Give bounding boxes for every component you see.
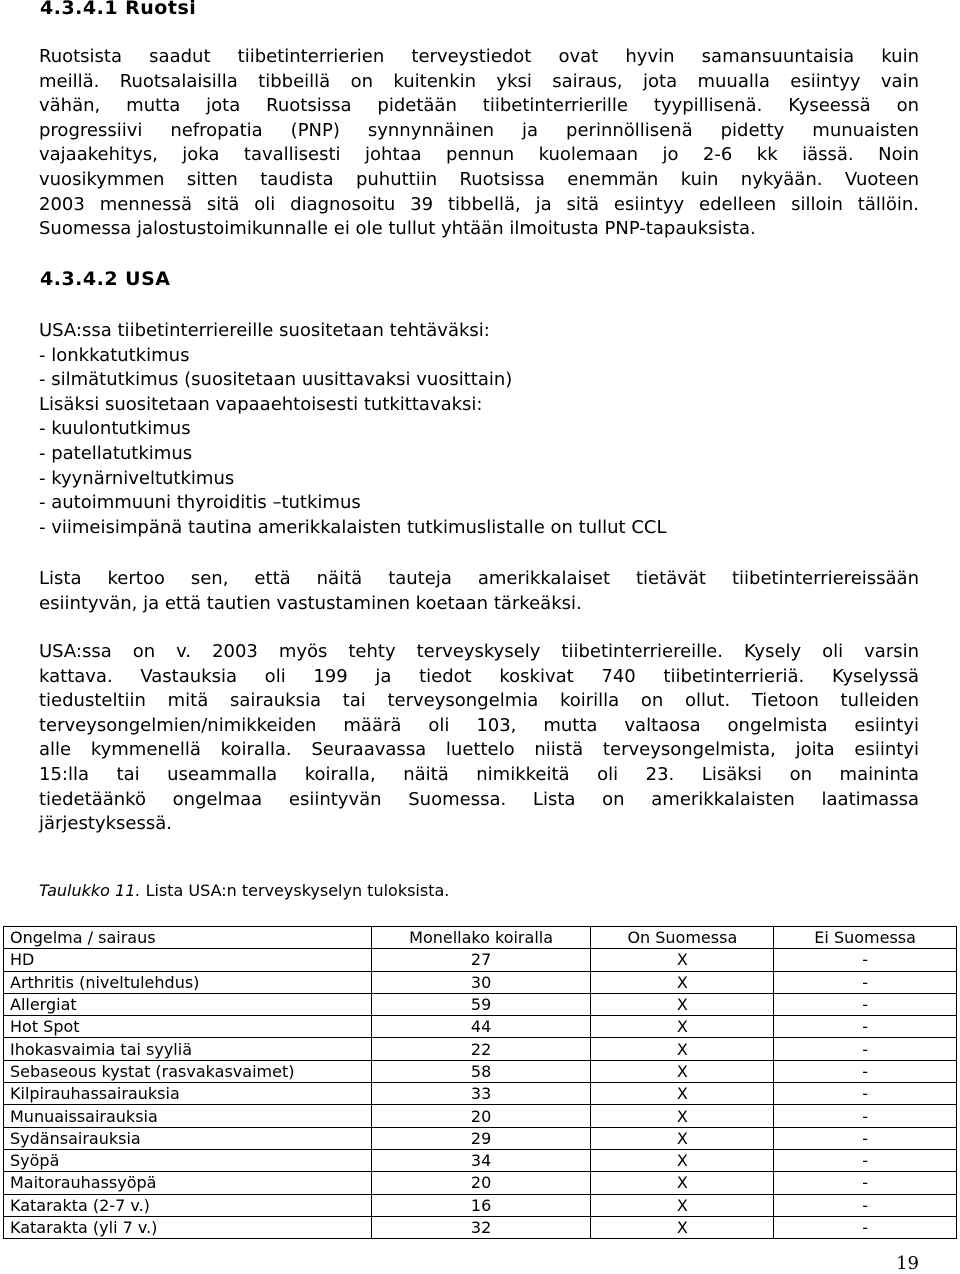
in-finland-cell: X xyxy=(591,949,774,971)
condition-cell: Sydänsairauksia xyxy=(4,1127,372,1149)
not-in-finland-cell: - xyxy=(774,1216,957,1238)
in-finland-cell: X xyxy=(591,1038,774,1060)
condition-cell: Syöpä xyxy=(4,1149,372,1171)
not-in-finland-cell: - xyxy=(774,1060,957,1082)
condition-cell: Hot Spot xyxy=(4,1016,372,1038)
table-row xyxy=(4,1172,957,1194)
not-in-finland-cell: - xyxy=(774,1038,957,1060)
not-in-finland-cell: - xyxy=(774,1127,957,1149)
not-in-finland-cell: - xyxy=(774,1172,957,1194)
in-finland-cell: X xyxy=(591,1172,774,1194)
table-row xyxy=(4,1105,957,1127)
not-in-finland-cell: - xyxy=(774,1194,957,1216)
text-line: järjestyksessä. xyxy=(39,813,172,835)
not-in-finland-cell: - xyxy=(774,1083,957,1105)
paragraph-list-meaning xyxy=(39,567,919,616)
not-in-finland-cell: - xyxy=(774,993,957,1015)
not-in-finland-cell: - xyxy=(774,1149,957,1171)
condition-cell: Arthritis (niveltulehdus) xyxy=(4,971,372,993)
in-finland-cell: X xyxy=(591,1016,774,1038)
condition-cell: Katarakta (yli 7 v.) xyxy=(4,1216,372,1238)
dog-count-cell: 34 xyxy=(371,1149,591,1171)
health-survey-table xyxy=(3,926,957,1239)
list-item: - silmätutkimus (suositetaan uusittavaksi vuosittain) xyxy=(39,369,513,391)
text-line: esiintyvän, ja että tautien vastustaminen koetaan tärkeäksi. xyxy=(39,592,582,614)
list-item: - patellatutkimus xyxy=(39,442,193,464)
dog-count-cell: 29 xyxy=(371,1127,591,1149)
table-row xyxy=(4,993,957,1015)
dog-count-cell: 58 xyxy=(371,1060,591,1082)
dog-count-cell: 44 xyxy=(371,1016,591,1038)
not-in-finland-cell: - xyxy=(774,949,957,971)
list-item: Lisäksi suositetaan vapaaehtoisesti tutkittavaksi: xyxy=(39,393,483,415)
text-line: alle kymmenellä koiralla. Seuraavassa luettelo niistä terveysongelmista, joita esiintyi xyxy=(39,739,919,761)
dog-count-cell: 59 xyxy=(371,993,591,1015)
not-in-finland-cell: - xyxy=(774,971,957,993)
dog-count-cell: 20 xyxy=(371,1105,591,1127)
dog-count-cell: 32 xyxy=(371,1216,591,1238)
table-row xyxy=(4,1216,957,1238)
table-caption-label: Taulukko 11. xyxy=(39,881,141,900)
dog-count-cell: 16 xyxy=(371,1194,591,1216)
paragraph-survey xyxy=(39,640,919,837)
text-line: Lista kertoo sen, että näitä tauteja amerikkalaiset tietävät tiibetinterriereissään xyxy=(39,568,919,589)
condition-cell: Kilpirauhassairauksia xyxy=(4,1083,372,1105)
in-finland-cell: X xyxy=(591,993,774,1015)
not-in-finland-cell: - xyxy=(774,1016,957,1038)
list-item: USA:ssa tiibetinterriereille suositetaan tehtäväksi: xyxy=(39,320,490,341)
dog-count-cell: 30 xyxy=(371,971,591,993)
column-header: On Suomessa xyxy=(591,927,774,949)
column-header: Ongelma / sairaus xyxy=(4,927,372,949)
table-row xyxy=(4,1083,957,1105)
in-finland-cell: X xyxy=(591,1060,774,1082)
condition-cell: Sebaseous kystat (rasvakasvaimet) xyxy=(4,1060,372,1082)
table-row xyxy=(4,949,957,971)
in-finland-cell: X xyxy=(591,1149,774,1171)
text-line: progressiivi nefropatia (PNP) synnynnäinen ja perinnöllisenä pidetty munuaisten xyxy=(39,119,919,141)
text-line: tiedetäänkö ongelmaa esiintyvän Suomessa. Lista on amerikkalaisten laatimassa xyxy=(39,788,919,810)
not-in-finland-cell: - xyxy=(774,1105,957,1127)
text-line: tiedusteltiin mitä sairauksia tai terveysongelmia koirilla on ollut. Tietoon tulleiden xyxy=(39,690,919,712)
list-item: - kuulontutkimus xyxy=(39,418,191,440)
text-line: vajaakehitys, joka tavallisesti johtaa pennun kuolemaan jo 2-6 kk iässä. Noin xyxy=(39,144,919,166)
column-header: Ei Suomessa xyxy=(774,927,957,949)
table-row xyxy=(4,1038,957,1060)
text-line: terveysongelmien/nimikkeiden määrä oli 103, mutta valtaosa ongelmista esiintyi xyxy=(39,714,919,736)
in-finland-cell: X xyxy=(591,1105,774,1127)
list-item: - kyynärniveltutkimus xyxy=(39,467,235,489)
table-row xyxy=(4,1016,957,1038)
recommendation-list xyxy=(39,319,667,540)
in-finland-cell: X xyxy=(591,1216,774,1238)
table-row xyxy=(4,1060,957,1082)
dog-count-cell: 27 xyxy=(371,949,591,971)
list-item: - viimeisimpänä tautina amerikkalaisten tutkimuslistalle on tullut CCL xyxy=(39,516,667,538)
column-header: Monellako koiralla xyxy=(371,927,591,949)
text-line: 15:lla tai useammalla koiralla, näitä nimikkeitä oli 23. Lisäksi on maininta xyxy=(39,763,919,785)
list-item: - lonkkatutkimus xyxy=(39,344,190,366)
condition-cell: Allergiat xyxy=(4,993,372,1015)
dog-count-cell: 20 xyxy=(371,1172,591,1194)
text-line: kattava. Vastauksia oli 199 ja tiedot koskivat 740 tiibetinterrieriä. Kyselyssä xyxy=(39,665,919,687)
table-caption xyxy=(39,881,449,900)
condition-cell: HD xyxy=(4,949,372,971)
list-item: - autoimmuuni thyroiditis –tutkimus xyxy=(39,492,361,514)
text-line: Suomessa jalostustoimikunnalle ei ole tullut yhtään ilmoitusta PNP-tapauksista. xyxy=(39,218,756,240)
page-number: 19 xyxy=(896,1253,919,1274)
condition-cell: Maitorauhassyöpä xyxy=(4,1172,372,1194)
condition-cell: Ihokasvaimia tai syyliä xyxy=(4,1038,372,1060)
table-row xyxy=(4,1149,957,1171)
text-line: Ruotsista saadut tiibetinterrierien terveystiedot ovat hyvin samansuuntaisia kuin xyxy=(39,46,919,67)
text-line: 2003 mennessä sitä oli diagnosoitu 39 tibbellä, ja sitä esiintyy edelleen silloin tällöin. xyxy=(39,193,919,215)
text-line: USA:ssa on v. 2003 myös tehty terveyskysely tiibetinterriereille. Kysely oli varsin xyxy=(39,641,919,662)
in-finland-cell: X xyxy=(591,1083,774,1105)
in-finland-cell: X xyxy=(591,1127,774,1149)
paragraph-ruotsi xyxy=(39,45,919,242)
table-row xyxy=(4,1194,957,1216)
condition-cell: Munuaissairauksia xyxy=(4,1105,372,1127)
dog-count-cell: 22 xyxy=(371,1038,591,1060)
table-caption-text: Lista USA:n terveyskyselyn tuloksista. xyxy=(140,881,450,900)
table-header-row xyxy=(4,927,957,949)
text-line: meillä. Ruotsalaisilla tibbeillä on kuitenkin yksi sairaus, jota muualla esiintyy vain xyxy=(39,70,919,92)
heading-ruotsi: 4.3.4.1 Ruotsi xyxy=(40,0,197,19)
in-finland-cell: X xyxy=(591,1194,774,1216)
in-finland-cell: X xyxy=(591,971,774,993)
table-row xyxy=(4,1127,957,1149)
text-line: vähän, mutta jota Ruotsissa pidetään tiibetinterrierille tyypillisenä. Kyseessä on xyxy=(39,95,919,117)
condition-cell: Katarakta (2-7 v.) xyxy=(4,1194,372,1216)
text-line: vuosikymmen sitten taudista puhuttiin Ruotsissa enemmän kuin nykyään. Vuoteen xyxy=(39,168,919,190)
heading-usa: 4.3.4.2 USA xyxy=(40,268,171,290)
dog-count-cell: 33 xyxy=(371,1083,591,1105)
table-row xyxy=(4,971,957,993)
